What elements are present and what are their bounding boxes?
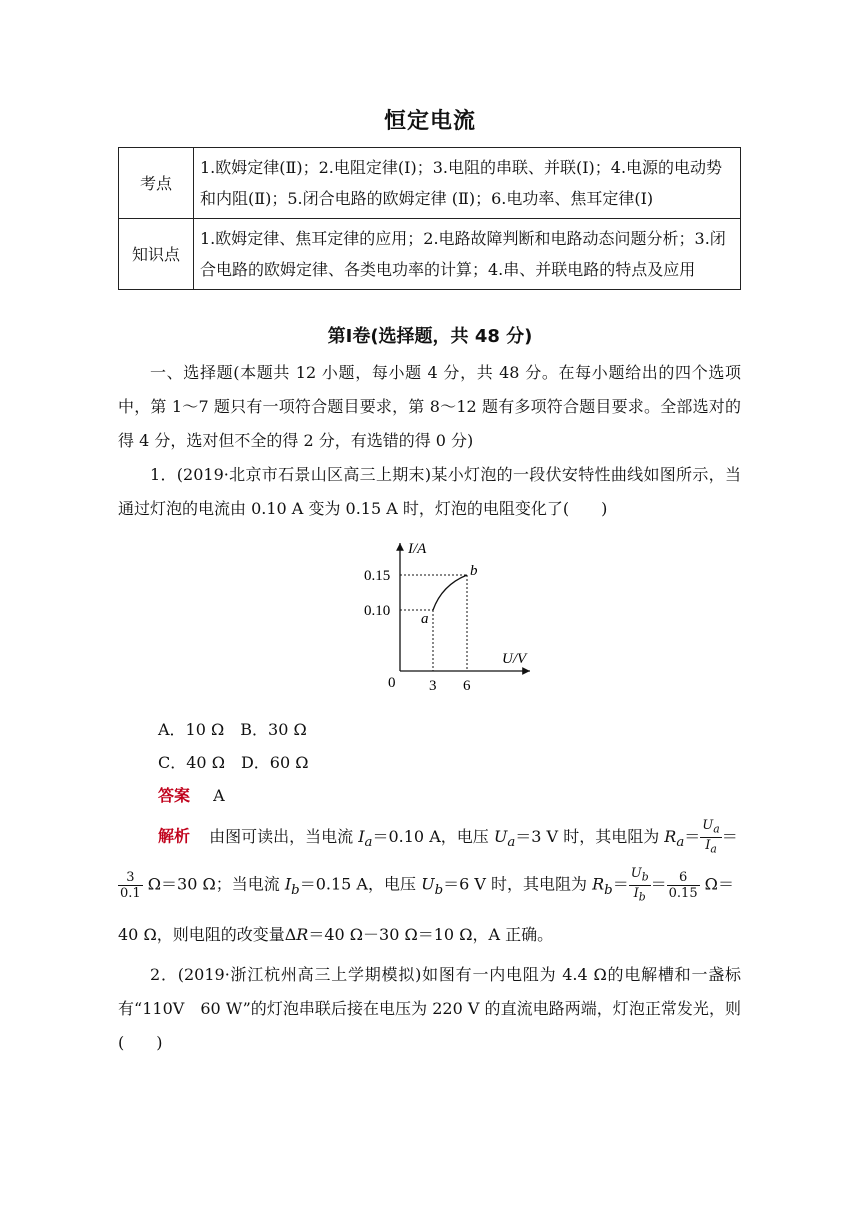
analysis-line-3: 40 Ω，则电阻的改变量ΔR＝40 Ω－30 Ω＝10 Ω，A 正确。 (118, 925, 554, 944)
section-title: 第Ⅰ卷(选择题，共 48 分) (327, 326, 533, 347)
question-2-text: 2．(2019·浙江杭州高三上学期模拟)如图有一内电阻为 4.4 Ω的电解槽和一盏标有“110V 60 W”的灯泡串联后接在电压为 220 V 的直流电路两端，灯泡正常发光，则( ) (118, 965, 741, 1052)
y-tick-label: 0.10 (364, 603, 391, 619)
answer-label: 答案 (158, 786, 191, 805)
point-b-label: b (470, 563, 478, 579)
y-axis-label: I/A (408, 541, 427, 557)
question-1-text: 1．(2019·北京市石景山区高三上期末)某小灯泡的一段伏安特性曲线如图所示，当通过灯泡的电流由 0.10 A 变为 0.15 A 时，灯泡的电阻变化了( ) (118, 465, 741, 518)
point-a-label: a (421, 611, 429, 627)
answer-value: A (213, 786, 225, 805)
question-1-options-cd: C．40 Ω D．60 Ω (158, 753, 309, 772)
analysis-label: 解析 (158, 826, 191, 846)
iv-curve (433, 575, 467, 610)
instructions: 一、选择题(本题共 12 小题，每小题 4 分，共 48 分。在每小题给出的四个选项中，第 1～7 题只有一项符合题目要求，第 8～12 题有多项符合题目要求。全部选对的得 4 分，选对但不全的得 2 分，有选错的得 0 分) (118, 363, 741, 450)
analysis-line-1: 解析 由图可读出，当电流 $I_a=0.10$ A，电压 $U_a=3$ V 时，其电阻为 $R_a=$ $\frac{U_a}{I_a}$ ＝ (158, 818, 738, 856)
y-tick-label: 0.15 (364, 568, 391, 584)
page-title: 恒定电流 (383, 109, 476, 134)
question-1-options-ab: A．10 Ω B．30 Ω (158, 720, 307, 739)
x-tick-label: 3 (429, 678, 437, 694)
x-tick-label: 6 (463, 678, 471, 694)
answer-line (158, 783, 225, 806)
table-row (119, 148, 741, 219)
origin-label: 0 (388, 675, 396, 691)
table-value: 1.欧姆定律、焦耳定律的应用；2.电路故障判断和电路动态问题分析；3.闭合电路的欧姆定律、各类电功率的计算；4.串、并联电路的特点及应用 (194, 219, 741, 290)
table-row (119, 219, 741, 290)
table-value: 1.欧姆定律(Ⅱ)；2.电阻定律(Ⅰ)；3.电阻的串联、并联(Ⅰ)；4.电源的电动势和内阻(Ⅱ)；5.闭合电路的欧姆定律 (Ⅱ)；6.电功率、焦耳定律(Ⅰ) (194, 148, 741, 219)
analysis-line-2: $\frac{3}{0.1}$ Ω＝30 Ω；当电流 $I_b=0.15$ A，电压 $U_b=6$ V 时，其电阻为 $R_b=$ $\frac{U_b}{I_b}$ ＝ $\frac{6}{0.15}$ Ω＝ (120, 866, 734, 904)
iv-graph (360, 535, 540, 695)
table-key: 考点 (119, 148, 194, 219)
x-axis-label: U/V (502, 651, 527, 667)
table-key: 知识点 (119, 219, 194, 290)
topic-table (118, 147, 741, 290)
